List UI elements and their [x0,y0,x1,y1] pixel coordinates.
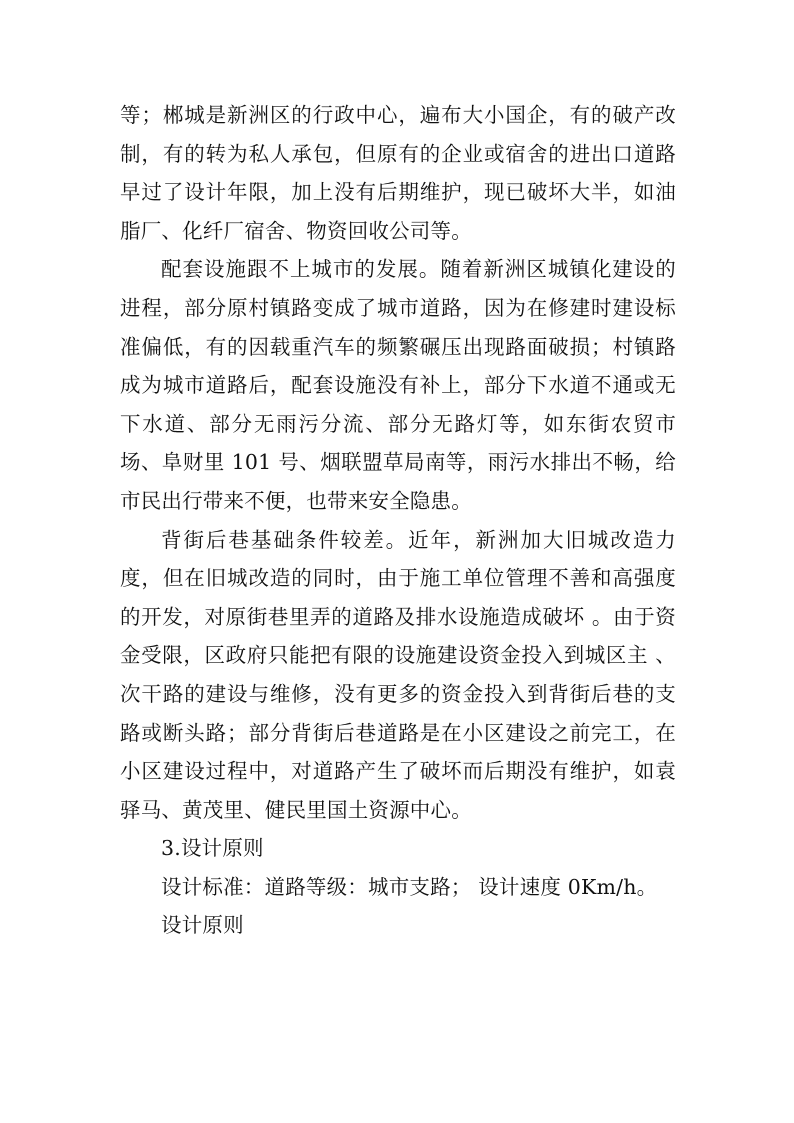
body-paragraph-2: 配套设施跟不上城市的发展。随着新洲区城镇化建设的进程，部分原村镇路变成了城市道路，因为在修建时建设标准偏低，有的因载重汽车的频繁碾压出现路面破损；村镇路成为城市道路后，配套设施没有补上，部分下水道不通或无下水道、部分无雨污分流、部分无路灯等，如东街农贸市场、阜财里 101 号、烟联盟草局南等，雨污水排出不畅，给市民出行带来不便，也带来安全隐患。 [120,257,676,513]
body-paragraph-3: 背街后巷基础条件较差。近年，新洲加大旧城改造力度，但在旧城改造的同时，由于施工单位管理不善和高强度的开发，对原街巷里弄的道路及排水设施造成破坏 。由于资金受限，区政府只能把有限的设施建设资金投入到城区主 、次干路的建设与维修，没有更多的资金投入到背街后巷的支路或断头路；部分背街后巷道路是在小区建设之前完工，在小区建设过程中，对道路产生了破坏而后期没有维护，如袁驿马、黄茂里、健民里国土资源中心。 [120,527,676,822]
document-page [120,96,676,945]
section-heading: 3.设计原则 [161,836,264,861]
design-principles-subheading: 设计原则 [161,913,244,938]
design-standard-line: 设计标准：道路等级：城市支路； 设计速度 0Km/h。 [161,874,658,899]
body-paragraph-1: 等；郴城是新洲区的行政中心，遍布大小国企，有的破产改制，有的转为私人承包，但原有的企业或宿舍的进出口道路早过了设计年限，加上没有后期维护，现已破坏大半，如油脂厂、化纤厂宿舍、物资回收公司等。 [120,103,676,243]
